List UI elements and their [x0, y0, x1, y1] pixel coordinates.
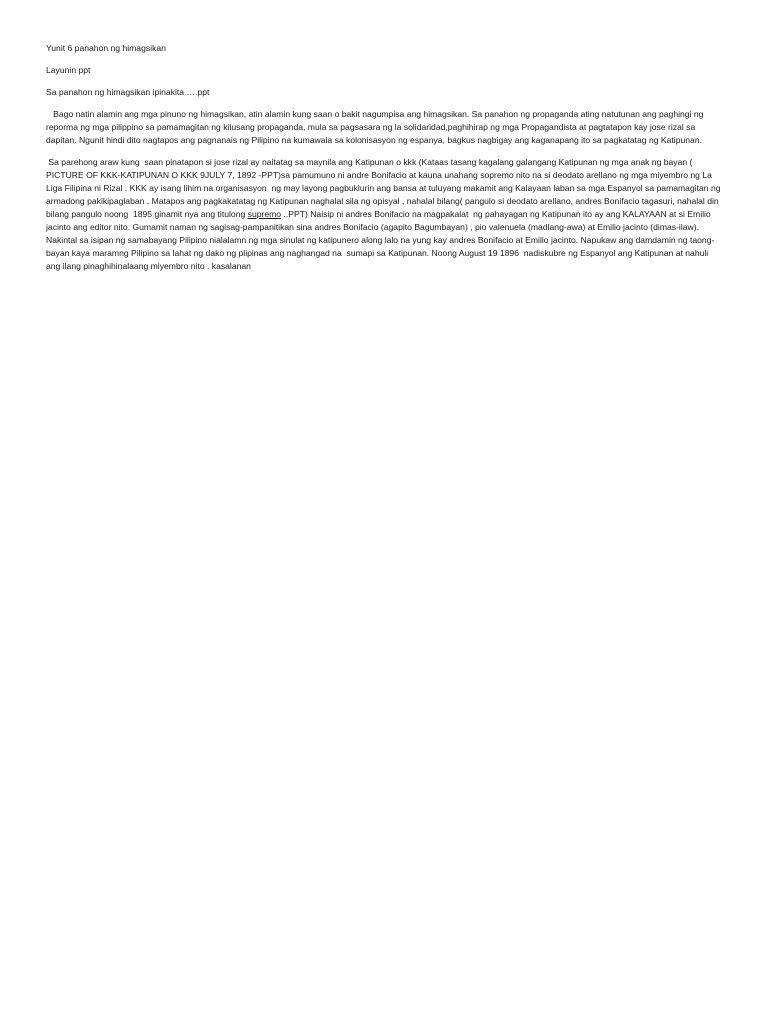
paragraph-katipunan	[46, 156, 722, 273]
paragraph-katipunan-part1: Sa parehong araw kung saan pinatapon si jose rizal ay naitatag sa maynila ang Katipunan o kkk (Kataas tasang kagalang galangang Katipunan ng mga anak ng bayan ( PICTURE OF KKK-KATIPUNAN O KKK 9JULY 7, 1892 -PPT)sa pamumuno ni andre Bonifacio at kauna unahang sopremo nito na si deodato arellano ng mga miyembro ng La Liga Filipina ni Rizal . KKK ay isang lihim na organisasyon ng may layong pagbuklurin ang bansa at tuluyang makamit ang Kalayaan laban sa mga Espanyol sa pamamagitan ng armadong pakikipaglaban . Matapos ang pagkakatatag ng Katipunan naghalal sila ng opisyal , nahalal bilang( pangulo si deodato arellano, andres Bonifacio tagasuri, nahalal din bilang pangulo noong 1895 ginamit nya ang titulong	[46, 157, 723, 219]
objectives-line: Layunin ppt	[46, 65, 91, 75]
paragraph-katipunan-part2: ..PPT) Naisip ni andres Bonifacio na magpakalat ng pahayagan ng Katipunan ito ay ang KALAYAAN at si Emilio jacinto ang editor nito. Gumamit naman ng sagisag-pampanitikan sina andres Bonifacio (agapito Bagumbayan) , pio valenuela (madlang-awa) at Emilio jacinto (dimas-ilaw). Nakintal sa isipan ng samabayang Pilipino nialalamn ng mga sinulat ng katipunero along lalo na yung kay andres Bonifacio at Emilio jacinto. Napukaw ang damdamin ng taong-bayan kaya maramng Pilipino sa lahat ng dako ng plipinas ang naghangad na sumapi sa Katipunan. Noong August 19 1896 nadiskubre ng Espanyol ang Katipunan at nahuli ang ilang pinaghihinalaang miyembro nito . kasalanan	[46, 209, 715, 271]
underlined-word-supremo: supremo	[247, 209, 282, 219]
period-line: Sa panahon ng himagsikan ipinakita ….ppt	[46, 87, 210, 97]
unit-title: Yunit 6 panahon ng himagsikan	[46, 43, 166, 53]
document-body	[46, 42, 722, 282]
paragraph-intro: Bago natin alamin ang mga pinuno ng himagsikan, atin alamin kung saan o bakit nagumpisa ang himagsikan. Sa panahon ng propaganda ating natutunan ang paghingi ng reporma ng mga pilippino sa pamamagitan ng kilusang propaganda, mula sa pagsasara ng la solidaridad,paghihirap ng mga Propagandista at pagtatapon kay jose rizal sa dapitan. Ngunit hindi dito nagtapos ang pagnanais ng Pilipino na kumawala sa kolonisasyon ng espanya, bagkus nagbigay ang kaganapang ito sa pagkatatag ng Katipunan.	[46, 109, 706, 145]
